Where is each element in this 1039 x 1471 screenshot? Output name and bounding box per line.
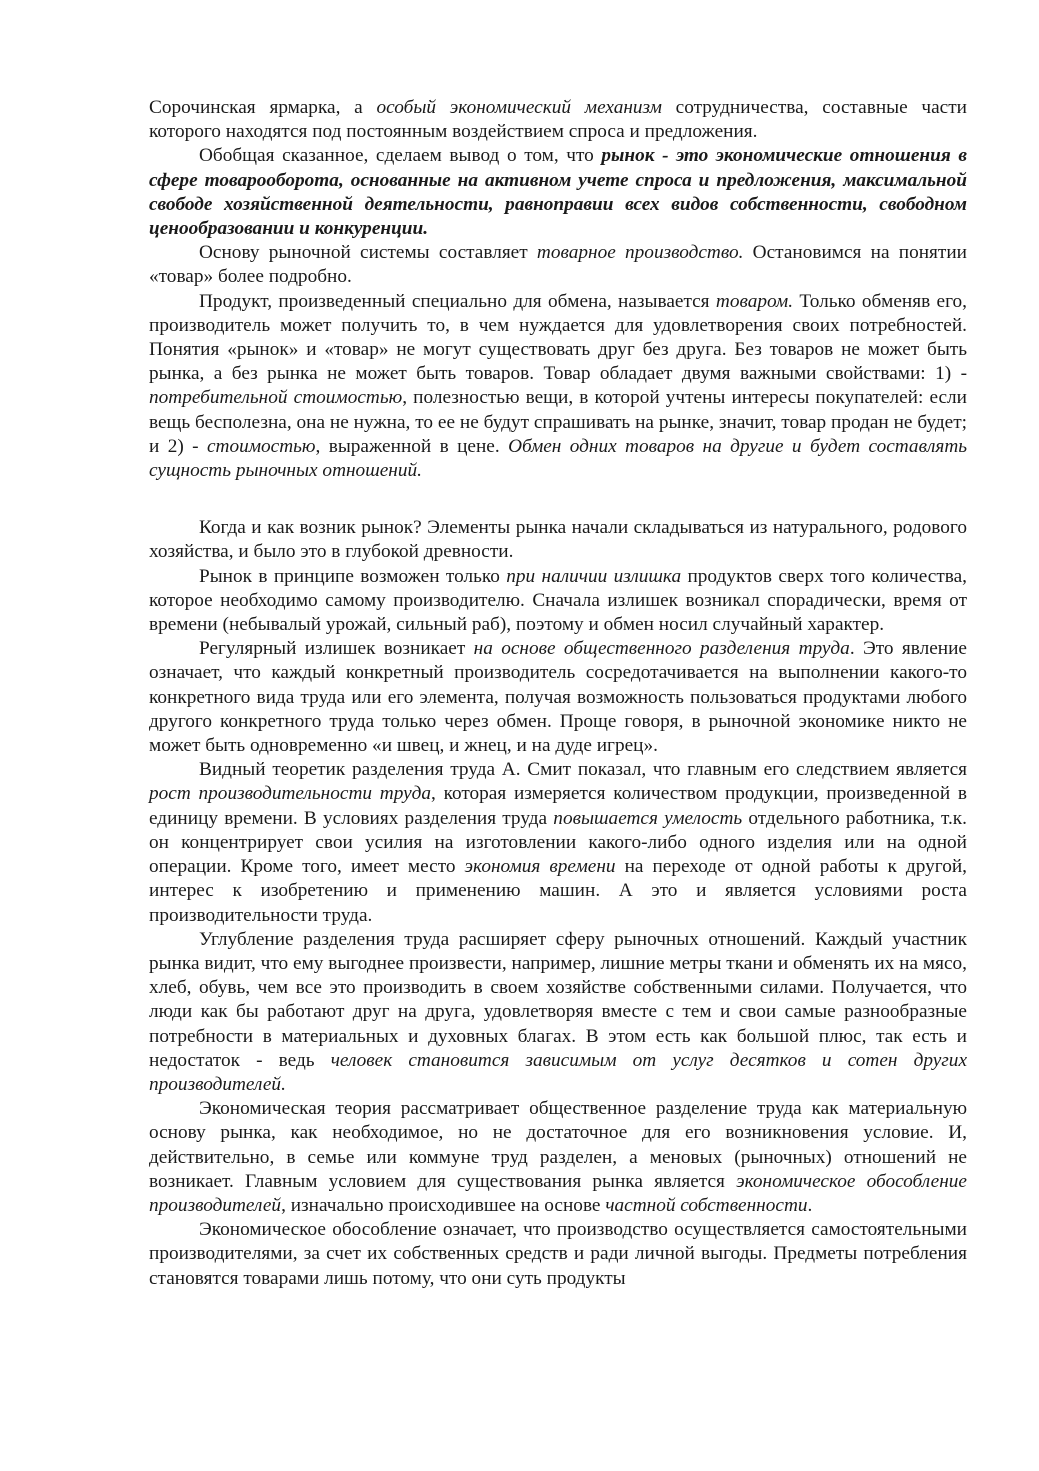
paragraph-2: Обобщая сказанное, сделаем вывод о том, что рынок - это экономические отношения в сфере товарооборота, основанные на активном учете спроса и предложения, максимальной свободе хозяйственной деятельности, равноправии всех видов собственности, свободном ценообразовании и конкуренции. xyxy=(149,145,967,240)
document-page xyxy=(149,96,967,1291)
paragraph-1: Сорочинская ярмарка, а особый экономический механизм сотрудничества, составные части которого находятся под постоянным воздействием спроса и предложения. xyxy=(149,97,967,143)
paragraph-11: Экономическое обособление означает, что производство осуществляется самостоятельными производителями, за счет их собственных средств и ради личной выгоды. Предметы потребления становятся товарами лишь потому, что они суть продукты xyxy=(149,1219,967,1289)
paragraph-4: Продукт, произведенный специально для обмена, называется товаром. Только обменяв его, производитель может получить то, в чем нуждается для удовлетворения своих потребностей. Понятия «рынок» и «товар» не могут существовать друг без друга. Без товаров не может быть рынка, а без рынка не может быть товаров. Товар обладает двумя важными свойствами: 1) - потребительной стоимостью, полезностью вещи, в которой учтены интересы покупателей: если вещь бесполезна, она не нужна, то ее не будут спрашивать на рынке, значит, товар продан не будет; и 2) - стоимостью, выраженной в цене. Обмен одних товаров на другие и будет составлять сущность рыночных отношений. xyxy=(149,290,968,482)
paragraph-10: Экономическая теория рассматривает общественное разделение труда как материальную основу рынка, как необходимое, но не достаточное для его возникновения условие. И, действительно, в семье или коммуне труд разделен, а меновых (рыночных) отношений не возникает. Главным условием для существования рынка является экономическое обособление производителей, изначально происходившее на основе частной собственности. xyxy=(149,1098,967,1216)
paragraph-3: Основу рыночной системы составляет товарное производство. Остановимся на понятии «товар» более подробно. xyxy=(149,242,967,288)
paragraph-5: Когда и как возник рынок? Элементы рынка начали складываться из натурального, родового хозяйства, и было это в глубокой древности. xyxy=(149,517,967,563)
paragraph-7: Регулярный излишек возникает на основе общественного разделения труда. Это явление означает, что каждый конкретный производитель сосредотачивается на выполнении какого-то конкретного вида труда или его элемента, получая возможность пользоваться продуктами любого другого конкретного труда только через обмен. Проще говоря, в рыночной экономике никто не может быть одновременно «и швец, и жнец, и на дуде игрец». xyxy=(149,638,967,757)
paragraph-8: Видный теоретик разделения труда А. Смит показал, что главным его следствием является рост производительности труда, которая измеряется количеством продукции, произведенной в единицу времени. В условиях разделения труда повышается умелость отдельного работника, т.к. он концентрирует свои усилия на изготовлении какого-либо одного изделия или на одной операции. Кроме того, имеет место экономия времени на переходе от одной работы к другой, интерес к изобретению и применению машин. А это и является условиями роста производительности труда. xyxy=(149,759,967,926)
market-definition: рынок - это экономические отношения в сфере товарооборота, основанные на активном учете спроса и предложения, максимальной свободе хозяйственной деятельности, равноправии всех видов собственности, свободном ценообразовании и конкуренции. xyxy=(149,145,967,240)
paragraph-6: Рынок в принципе возможен только при наличии излишка продуктов сверх того количества, которое необходимо самому производителю. Сначала излишек возникал спорадически, время от времени (небывалый урожай, сильный раб), поэтому и обмен носил случайный характер. xyxy=(149,565,967,636)
paragraph-9: Углубление разделения труда расширяет сферу рыночных отношений. Каждый участник рынка видит, что ему выгоднее произвести, например, лишние метры ткани и обменять их на мясо, хлеб, обувь, чем все это производить в своем хозяйстве собственными силами. Получается, что люди как бы работают друг на друга, удовлетворяя вместе с тем и свои самые разнообразные потребности в материальных и духовных благах. В этом есть как большой плюс, так есть и недостаток - ведь человек становится зависимым от услуг десятков и сотен других производителей. xyxy=(149,928,968,1095)
paragraph-spacer xyxy=(149,483,967,516)
